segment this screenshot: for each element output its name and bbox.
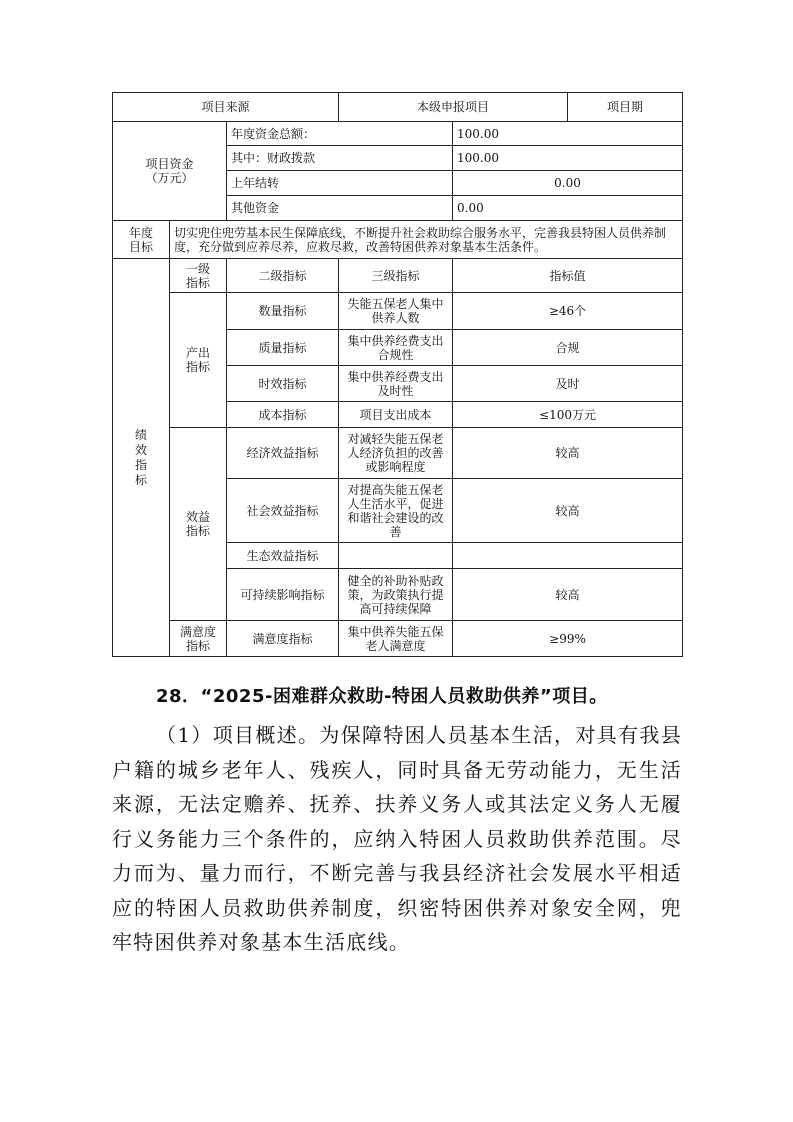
annual-total-label: 年度资金总额： — [227, 122, 453, 146]
row-level3: 健全的补助补贴政策，为政策执行提高可持续保障 — [339, 569, 453, 621]
row-level2: 时效指标 — [227, 366, 339, 402]
other-funds-label: 其他资金 — [227, 196, 453, 221]
row-value: 较高 — [453, 428, 683, 479]
row-level3: 集中供养经费支出及时性 — [339, 366, 453, 402]
project-source-value: 本级申报项目 — [339, 93, 568, 122]
output-label-cell — [170, 293, 227, 428]
row-level2: 成本指标 — [227, 402, 339, 428]
row-level3: 对减轻失能五保老人经济负担的改善或影响程度 — [339, 428, 453, 479]
row-level2: 数量指标 — [227, 293, 339, 330]
row-level3: 集中供养经费支出合规性 — [339, 330, 453, 366]
carryover-label: 上年结转 — [227, 171, 453, 196]
row-level3 — [339, 543, 453, 569]
annual-goal-label — [113, 221, 170, 259]
row-level2: 可持续影响指标 — [227, 569, 339, 621]
row-level2: 满意度指标 — [227, 621, 339, 657]
annual-goal-text: 切实兜住兜劳基本民生保障底线，不断提升社会救助综合服务水平，完善我县特困人员供养制度，充分做到应养尽养，应救尽救，改善特困供养对象基本生活条件。 — [170, 221, 683, 259]
funds-label-line2: （万元） — [145, 171, 194, 185]
annual-total-value: 100.00 — [453, 122, 683, 146]
performance-label-cell — [113, 259, 170, 657]
row-value: 较高 — [453, 479, 683, 543]
row-value: ≥99% — [453, 621, 683, 657]
project-period-label: 项目期 — [568, 93, 683, 122]
row-level3: 集中供养失能五保老人满意度 — [339, 621, 453, 657]
header-level1: 一级指标 — [170, 259, 227, 293]
project-table — [112, 92, 683, 657]
funds-label — [113, 122, 227, 221]
satisfaction-label — [170, 621, 227, 657]
row-level2: 社会效益指标 — [227, 479, 339, 543]
row-value: ≤100万元 — [453, 402, 683, 428]
row-value: 合规 — [453, 330, 683, 366]
row-level2: 经济效益指标 — [227, 428, 339, 479]
row-value — [453, 543, 683, 569]
header-level3: 三级指标 — [339, 259, 453, 293]
row-level2: 质量指标 — [227, 330, 339, 366]
satisfaction-label-line2: 指标 — [185, 638, 210, 653]
header-level2: 二级指标 — [227, 259, 339, 293]
benefit-label: 效益指标 — [185, 510, 210, 538]
annual-goal-label-line1: 年度 — [128, 225, 153, 240]
row-level3: 失能五保老人集中供养人数 — [339, 293, 453, 330]
row-level3: 对提高失能五保老人生活水平，促进和谐社会建设的改善 — [339, 479, 453, 543]
annual-goal-label-line2: 目标 — [128, 239, 153, 254]
row-value: 及时 — [453, 366, 683, 402]
row-level2: 生态效益指标 — [227, 543, 339, 569]
project-source-label: 项目来源 — [113, 93, 339, 122]
benefit-label-cell — [170, 428, 227, 621]
fiscal-label: 其中：财政拨款 — [227, 146, 453, 171]
row-value: 较高 — [453, 569, 683, 621]
fiscal-value: 100.00 — [453, 146, 683, 171]
performance-label: 绩效指标 — [134, 427, 147, 487]
section-heading: 28．“2025-困难群众救助-特困人员救助供养”项目。 — [156, 686, 608, 707]
other-funds-value: 0.00 — [453, 196, 683, 221]
row-level3: 项目支出成本 — [339, 402, 453, 428]
header-value: 指标值 — [453, 259, 683, 293]
row-value: ≥46个 — [453, 293, 683, 330]
project-overview-paragraph: （1）项目概述。为保障特困人员基本生活，对具有我县户籍的城乡老年人、残疾人，同时具备无劳动能力，无生活来源，无法定赡养、抚养、扶养义务人或其法定义务人无履行义务能力三个条件的，应纳入特困人员救助供养范围。尽力而为、量力而行，不断完善与我县经济社会发展水平相适应的特困人员救助供养制度，织密特困供养对象安全网，兜牢特困供养对象基本生活底线。 — [112, 723, 682, 954]
carryover-value: 0.00 — [453, 171, 683, 196]
output-label: 产出指标 — [185, 346, 210, 374]
funds-label-line1: 项目资金 — [145, 157, 194, 171]
satisfaction-label-line1: 满意度 — [179, 624, 216, 639]
